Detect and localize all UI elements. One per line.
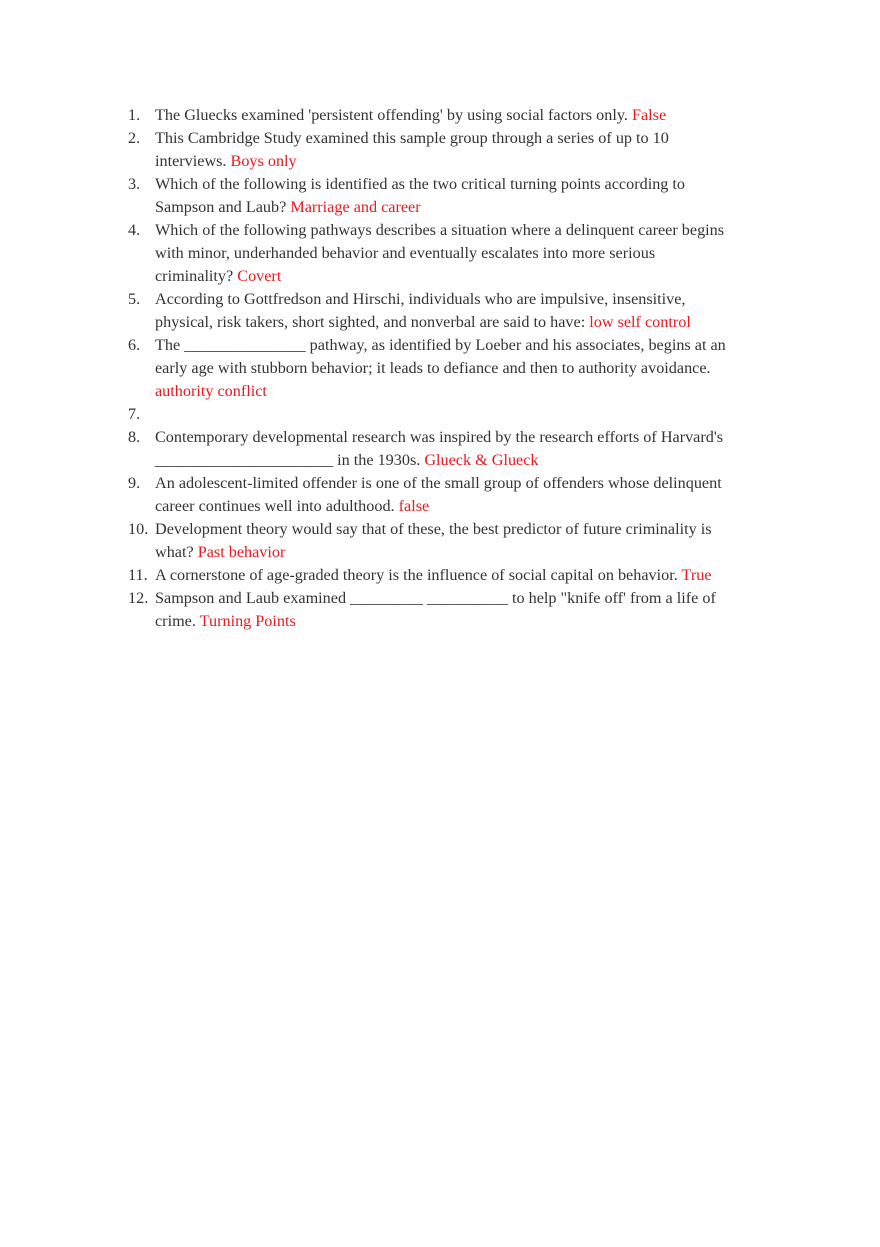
question-text: Which of the following is identified as the two critical turning points according to Sampson and Laub? <box>155 175 686 216</box>
answer-text: True <box>681 566 712 584</box>
question-text: Development theory would say that of these, the best predictor of future criminality is what? <box>155 520 712 561</box>
question-number: 4. <box>128 221 141 239</box>
answer-text: False <box>631 106 667 124</box>
answer-text: low self control <box>589 313 691 331</box>
question-text: Contemporary developmental research was inspired by the research efforts of Harvard's ______________________ in the 1930s. <box>155 428 724 469</box>
question-text: A cornerstone of age-graded theory is the influence of social capital on behavior. <box>155 566 678 584</box>
question-number: 6. <box>128 336 141 354</box>
question-text: This Cambridge Study examined this sample group through a series of up to 10 interviews. <box>155 129 669 170</box>
question-item <box>128 104 728 127</box>
answer-text: Turning Points <box>199 612 296 630</box>
answer-text: authority conflict <box>155 382 267 400</box>
question-item <box>128 426 728 472</box>
question-item <box>128 472 728 518</box>
question-item <box>128 587 728 633</box>
question-text: According to Gottfredson and Hirschi, individuals who are impulsive, insensitive, physical, risk takers, short sighted, and nonverbal are said to have: <box>155 290 686 331</box>
question-text: An adolescent-limited offender is one of the small group of offenders whose delinquent career continues well into adulthood. <box>155 474 722 515</box>
question-list <box>128 104 728 633</box>
question-item <box>128 334 728 403</box>
answer-text: Marriage and career <box>290 198 421 216</box>
question-text: The _______________ pathway, as identified by Loeber and his associates, begins at an early age with stubborn behavior; it leads to defiance and then to authority avoidance. <box>155 336 726 377</box>
question-number: 3. <box>128 175 141 193</box>
question-item-empty <box>128 403 728 426</box>
question-number: 9. <box>128 474 141 492</box>
question-number: 10. <box>128 520 149 538</box>
question-number: 2. <box>128 129 141 147</box>
answer-text: Past behavior <box>197 543 286 561</box>
question-item <box>128 518 728 564</box>
answer-text: Glueck & Glueck <box>424 451 539 469</box>
question-number: 8. <box>128 428 141 446</box>
answer-text: false <box>398 497 430 515</box>
question-number: 7. <box>128 405 141 423</box>
question-text: Which of the following pathways describes a situation where a delinquent career begins with minor, underhanded behavior and eventually escalates into more serious criminality? <box>155 221 725 285</box>
question-text: The Gluecks examined 'persistent offending' by using social factors only. <box>155 106 628 124</box>
question-item <box>128 288 728 334</box>
answer-text: Covert <box>237 267 282 285</box>
question-number: 12. <box>128 589 149 607</box>
question-text: Sampson and Laub examined _________ __________ to help "knife off' from a life of crime. <box>155 589 716 630</box>
question-number: 11. <box>128 566 148 584</box>
question-item <box>128 127 728 173</box>
question-item <box>128 173 728 219</box>
question-number: 1. <box>128 106 141 124</box>
question-item <box>128 219 728 288</box>
answer-text: Boys only <box>230 152 297 170</box>
question-item <box>128 564 728 587</box>
question-number: 5. <box>128 290 141 308</box>
